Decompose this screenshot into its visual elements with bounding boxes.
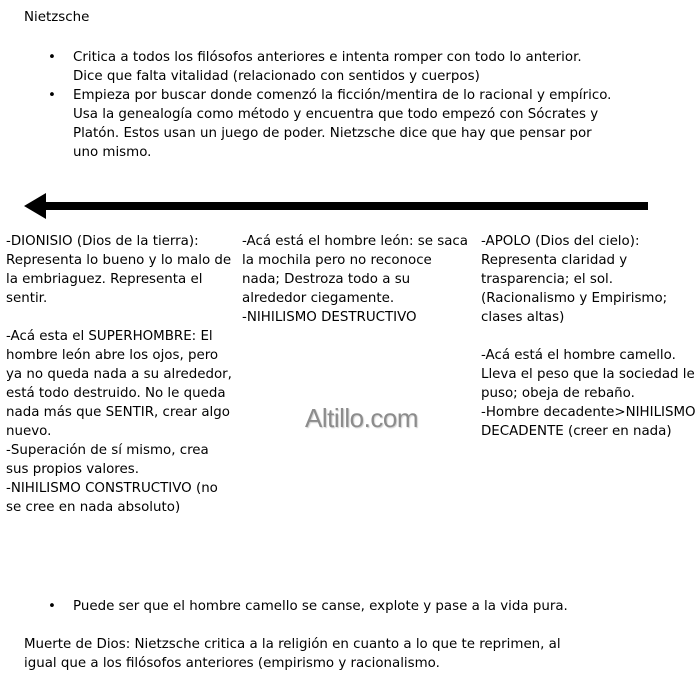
bullet-text: Critica a todos los filósofos anteriores e intenta romper con todo lo anterior. Dice que falta vitalidad (relacionado con sentidos y cuerpos) bbox=[73, 50, 582, 84]
list-item bbox=[0, 48, 613, 86]
list-item bbox=[0, 597, 613, 616]
left-arrow-icon bbox=[24, 191, 648, 221]
list-item bbox=[0, 86, 613, 162]
bullet-text: Puede ser que el hombre camello se canse, explote y pase a la vida pura. bbox=[73, 599, 568, 614]
bullet-icon: • bbox=[48, 88, 56, 103]
bottom-bullet-list bbox=[0, 597, 613, 616]
column-hombre-leon: -Acá está el hombre león: se saca la mochila pero no reconoce nada; Destroza todo a su alrededor ciegamente. -NIHILISMO DESTRUCTIVO bbox=[242, 234, 468, 325]
bullet-icon: • bbox=[48, 599, 56, 614]
top-bullet-list bbox=[0, 48, 613, 162]
watermark-logo: Altillo.com bbox=[305, 403, 418, 433]
closing-paragraph: Muerte de Dios: Nietzsche critica a la religión en cuanto a lo que te reprimen, al igual que a los filósofos anteriores (empirismo y racionalismo. bbox=[24, 637, 561, 671]
column-dionisio: -DIONISIO (Dios de la tierra): Representa lo bueno y lo malo de la embriaguez. Representa el sentir. -Acá esta el SUPERHOMBRE: El hombre león abre los ojos, pero ya no queda nada a su alrededor, está todo destruido. No le queda nada más que SENTIR, crear algo nuevo. -Superación de sí mismo, crea sus propios valores. -NIHILISMO CONSTRUCTIVO (no se cree en nada absoluto) bbox=[6, 234, 232, 515]
document-title: Nietzsche bbox=[24, 10, 90, 25]
bullet-text: Empieza por buscar donde comenzó la ficción/mentira de lo racional y empírico. Usa la genealogía como método y encuentra que todo empezó con Sócrates y Platón. Estos usan un juego de poder. Nietzsche dice que hay que pensar por uno mismo. bbox=[73, 88, 612, 160]
bullet-icon: • bbox=[48, 50, 56, 65]
column-apolo: -APOLO (Dios del cielo): Representa claridad y trasparencia; el sol. (Racionalismo y Empirismo; clases altas) -Acá está el hombre camello. Lleva el peso que la sociedad le puso; obeja de rebaño. -Hombre decadente>NIHILISMO DECADENTE (creer en nada) bbox=[481, 234, 696, 439]
